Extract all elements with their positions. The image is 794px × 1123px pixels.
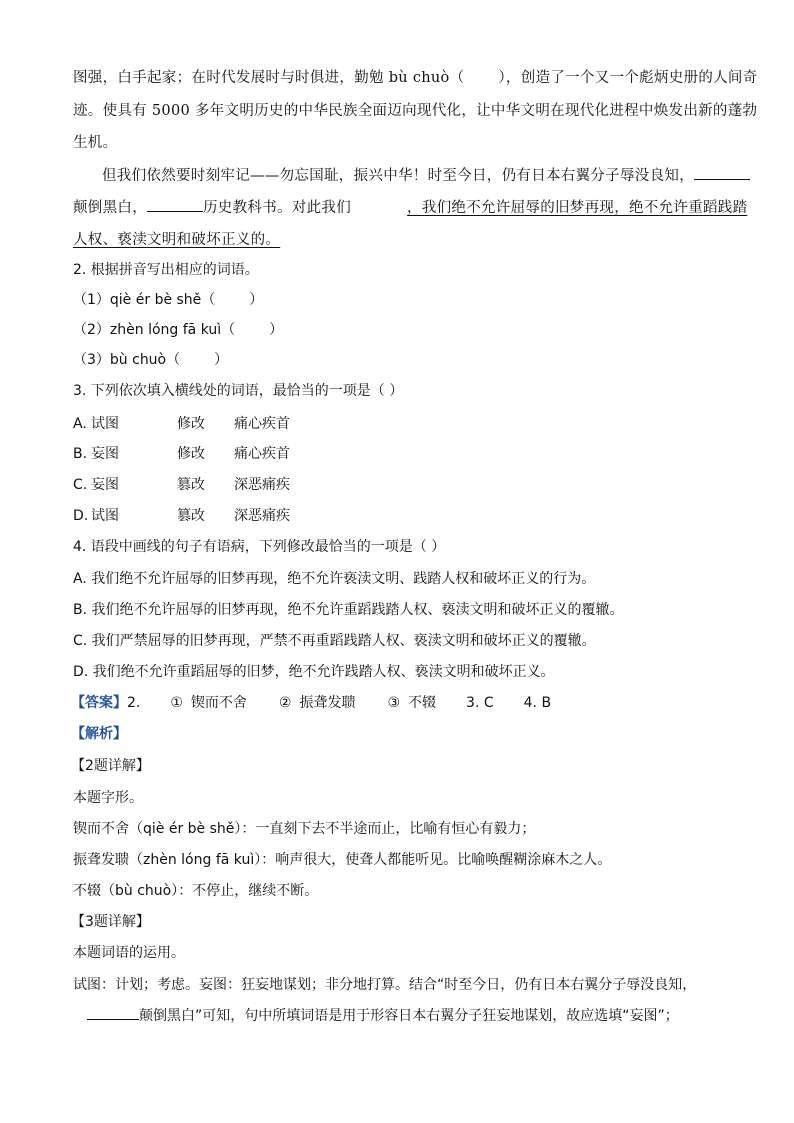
passage-text: ），创造了一个又一个彪炳史册的人间奇 — [498, 70, 758, 86]
section-heading: 【3题详解】 — [71, 914, 150, 930]
analysis-text: 本题字形。 — [73, 790, 143, 806]
passage-line-3: 生机。 — [73, 135, 118, 151]
question-3-option — [73, 413, 290, 433]
underlined-sentence: 人权、亵渎文明和破坏正义的。 — [73, 232, 281, 248]
item-label: （2）zhèn lóng fā kuì（ — [73, 322, 236, 338]
option-word: 深恶痛疾 — [234, 508, 290, 524]
answer-line — [71, 692, 551, 712]
item-label: （1）qiè ér bè shě（ — [73, 292, 216, 308]
analysis-text-content: 颠倒黑白”可知，句中所填词语是用于形容日本右翼分子狂妄地谋划，故应选填“妄图”； — [139, 1008, 679, 1024]
analysis-tag: 【解析】 — [71, 726, 127, 742]
option-word: 痛心疾首 — [234, 416, 290, 432]
option-word: 篡改 — [177, 477, 205, 493]
question-4-option: C. 我们严禁屈辱的旧梦再现，严禁不再重蹈践踏人权、亵渎文明和破坏正义的覆辙。 — [73, 633, 596, 649]
answer-item: 锲而不舍 — [190, 695, 247, 711]
question-3-option — [73, 443, 290, 463]
item-label: （3）bù chuò（ — [73, 352, 181, 368]
option-letter: A. — [73, 416, 87, 432]
analysis-text: 试图：计划；考虑。妄图：狂妄地谋划；非分地打算。结合“时至今日，仍有日本右翼分子辱没良知， — [73, 977, 697, 993]
analysis-text — [87, 1005, 679, 1025]
passage-text: 但我们依然要时刻牢记——勿忘国耻，振兴中华！时至今日，仍有日本右翼分子辱没良知， — [102, 168, 694, 184]
passage-text: 历史教科书。对此我们 — [203, 200, 351, 216]
answer-number: 2. — [127, 695, 141, 711]
option-word: 篡改 — [177, 508, 205, 524]
analysis-text: 锲而不舍（qiè ér bè shě）：一直刻下去不半途而止，比喻有恒心有毅力； — [73, 821, 536, 837]
analysis-text: 本题词语的运用。 — [73, 945, 185, 961]
underlined-sentence: ，我们绝不允许屈辱的旧梦再现，绝不允许重蹈践踏 — [407, 200, 748, 216]
answer-index: ③ — [387, 695, 401, 711]
answer-index: ② — [278, 695, 292, 711]
fill-blank — [87, 1005, 139, 1020]
question-2-item — [73, 319, 283, 339]
option-word: 修改 — [177, 446, 205, 462]
fill-blank — [351, 198, 407, 213]
analysis-text: 振聋发聩（zhèn lóng fā kuì）：响声很大，使聋人都能听见。比喻唤醒糊涂麻木之人。 — [73, 852, 612, 868]
fill-blank — [694, 165, 750, 181]
question-3-option — [73, 505, 290, 525]
question-4-option: A. 我们绝不允许屈辱的旧梦再现，绝不允许亵渎文明、践踏人权和破坏正义的行为。 — [73, 571, 596, 587]
answer-index: ① — [170, 695, 183, 711]
passage-line-6 — [73, 228, 280, 249]
passage-line-5 — [73, 196, 747, 217]
answer-item: 4. B — [523, 695, 552, 711]
answer-item: 振聋发聩 — [299, 695, 356, 711]
passage-line-1 — [73, 66, 758, 87]
question-4-option: D. 我们绝不允许重蹈屈辱的旧梦，绝不允许践踏人权、亵渎文明和破坏正义。 — [73, 664, 555, 680]
option-word: 试图 — [91, 508, 119, 524]
option-word: 妄图 — [91, 477, 119, 493]
question-2-stem: 2. 根据拼音写出相应的词语。 — [73, 262, 259, 278]
answer-item: 不辍 — [408, 695, 437, 711]
passage-line-4 — [102, 164, 750, 185]
analysis-text: 不辍（bù chuò）：不停止，继续不断。 — [73, 883, 319, 899]
fill-blank — [147, 197, 203, 213]
question-3-option — [73, 474, 290, 494]
question-2-item — [73, 349, 228, 369]
option-letter: D. — [73, 508, 89, 524]
option-word: 妄图 — [91, 446, 119, 462]
option-word: 试图 — [91, 416, 119, 432]
passage-text: 图强，白手起家；在时代发展时与时俱进，勤勉 bù chuò（ — [73, 70, 465, 86]
passage-text: 颠倒黑白， — [73, 200, 147, 216]
passage-line-2: 迹。使具有 5000 多年文明历史的中华民族全面迈向现代化，让中华文明在现代化进程中焕发出新的蓬勃 — [73, 103, 758, 119]
question-2-item — [73, 289, 263, 309]
item-end: ） — [269, 322, 284, 338]
option-letter: C. — [73, 477, 88, 493]
answer-tag: 【答案】 — [71, 695, 127, 711]
option-letter: B. — [73, 446, 88, 462]
item-end: ） — [249, 292, 264, 308]
option-word: 修改 — [177, 416, 205, 432]
option-word: 深恶痛疾 — [234, 477, 290, 493]
section-heading: 【2题详解】 — [71, 758, 150, 774]
answer-item: 3. C — [466, 695, 494, 711]
item-end: ） — [214, 352, 229, 368]
question-3-stem: 3. 下列依次填入横线处的词语，最恰当的一项是（ ） — [73, 383, 404, 399]
question-4-option: B. 我们绝不允许屈辱的旧梦再现，绝不允许重蹈践踏人权、亵渎文明和破坏正义的覆辙。 — [73, 602, 624, 618]
question-4-stem: 4. 语段中画线的句子有语病，下列修改最恰当的一项是（ ） — [73, 539, 446, 555]
option-word: 痛心疾首 — [234, 446, 290, 462]
